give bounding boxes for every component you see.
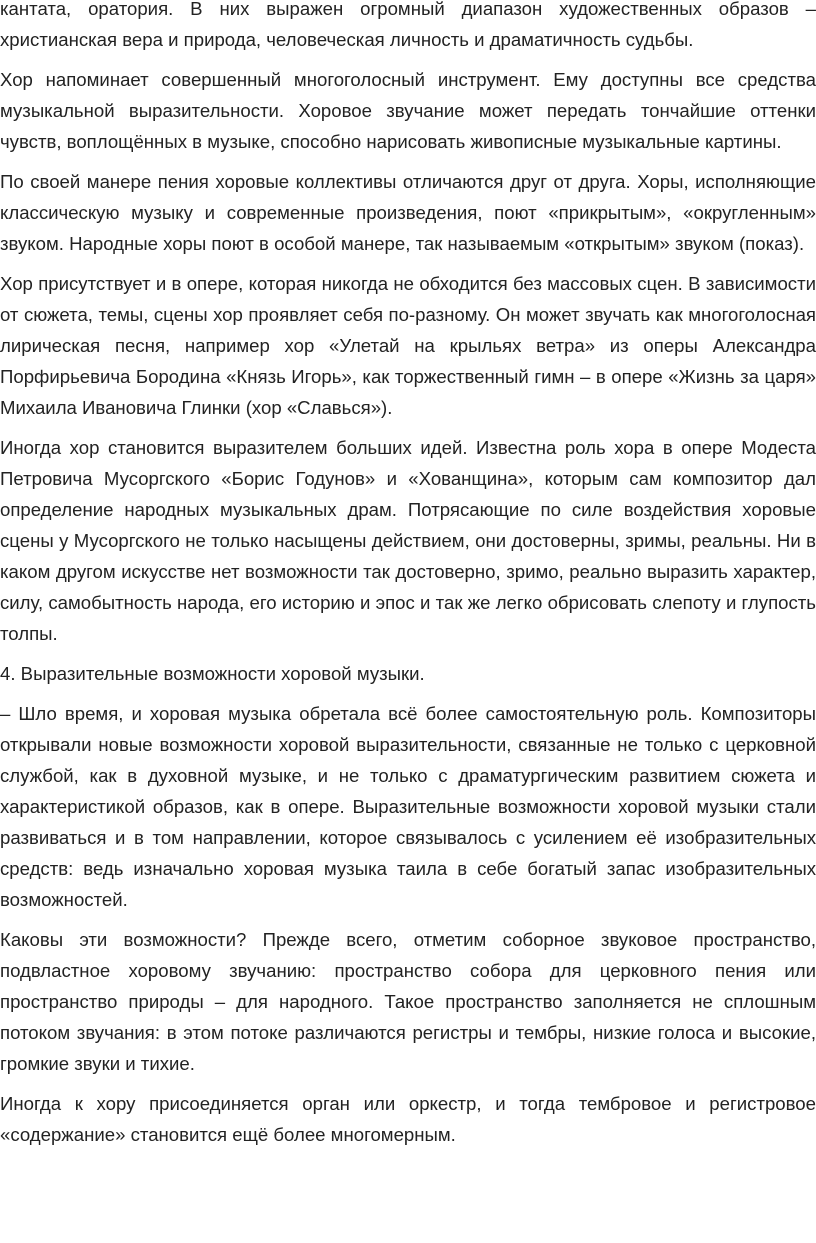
section-heading: 4. Выразительные возможности хоровой музыки. [0, 663, 425, 684]
paragraph-choir-in-opera: Хор присутствует и в опере, которая никогда не обходится без массовых сцен. В зависимости от сюжета, темы, сцены хор проявляет себя по-разному. Он может звучать как многоголосная лирическая песня, например хор «Улетай на крыльях ветра» из оперы Александра Порфирьевича Бородина «Князь Игорь», как торжественный гимн – в опере «Жизнь за царя» Михаила Ивановича Глинки (хор «Славься»). [0, 273, 816, 418]
paragraph-choir-instrument: Хор напоминает совершенный многоголосный инструмент. Ему доступны все средства музыкальной выразительности. Хоровое звучание может передать тончайшие оттенки чувств, воплощённых в музыке, способно нарисовать живописные музыкальные картины. [0, 69, 816, 152]
paragraph-cantata-oratorio: кантата, оратория. В них выражен огромный диапазон художественных образов – христианская вера и природа, человеческая личность и драматичность судьбы. [0, 0, 816, 50]
paragraph-expressive-possibilities: – Шло время, и хоровая музыка обретала всё более самостоятельную роль. Композиторы открывали новые возможности хоровой выразительности, связанные не только с церковной службой, как в духовной музыке, и не только с драматургическим развитием сюжета и характеристикой образов, как в опере. Выразительные возможности хоровой музыки стали развиваться и в том направлении, которое связывалось с усилением её изобразительных средств: ведь изначально хоровая музыка таила в себе богатый запас изобразительных возможностей. [0, 703, 816, 910]
paragraph-organ-orchestra: Иногда к хору присоединяется орган или оркестр, и тогда тембровое и регистровое «содержание» становится ещё более многомерным. [0, 1093, 816, 1145]
paragraph-singing-manner: По своей манере пения хоровые коллективы отличаются друг от друга. Хоры, исполняющие классическую музыку и современные произведения, поют «прикрытым», «округленным» звуком. Народные хоры поют в особой манере, так называемым «открытым» звуком (показ). [0, 171, 816, 254]
paragraph-sound-space: Каковы эти возможности? Прежде всего, отметим соборное звуковое пространство, подвластное хоровому звучанию: пространство собора для церковного пения или пространство природы – для народного. Такое пространство заполняется не сплошным потоком звучания: в этом потоке различаются регистры и тембры, низкие голоса и высокие, громкие звуки и тихие. [0, 929, 816, 1074]
paragraph-mussorgsky: Иногда хор становится выразителем больших идей. Известна роль хора в опере Модеста Петровича Мусоргского «Борис Годунов» и «Хованщина», которым сам композитор дал определение народных музыкальных драм. Потрясающие по силе воздействия хоровые сцены у Мусоргского не только насыщены действием, они достоверны, зримы, реальны. Ни в каком другом искусстве нет возможности так достоверно, зримо, реально выразить характер, силу, самобытность народа, его историю и эпос и так же легко обрисовать слепоту и глупость толпы. [0, 437, 816, 644]
